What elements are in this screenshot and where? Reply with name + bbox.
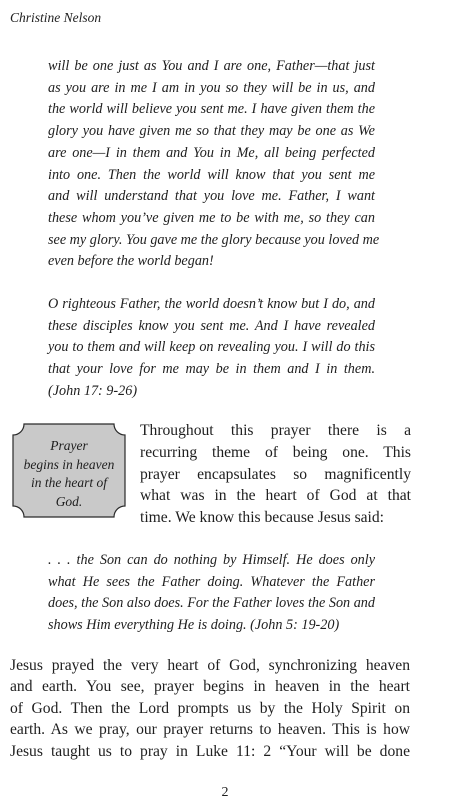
quote-line: as you are in me I am in you so they will be in us, and	[48, 79, 375, 96]
block-quote-john-5	[48, 550, 375, 637]
quote-line: will be one just as You and I are one, Father—that just	[48, 58, 375, 74]
quote-line: you to them and will keep on revealing you. I will do this	[48, 339, 375, 356]
block-quote-john-17	[48, 56, 380, 273]
quote-line: the world will believe you sent me. I have given them the	[48, 101, 375, 118]
callout-line: in the heart of	[30, 475, 108, 490]
page-number: 2	[221, 785, 229, 800]
paragraph-line: earth. As we pray, our prayer returns to heaven. This is how	[10, 721, 410, 739]
paragraph-prayer-theme	[140, 420, 411, 529]
paragraph-heart-of-god	[10, 655, 410, 762]
quote-line: see my glory. You gave me the glory because you loved me	[48, 231, 380, 248]
quote-line: shows Him everything He is doing. (John 5: 19-20)	[48, 617, 340, 634]
paragraph-line: Jesus taught us to pray in Luke 11: 2 “Your will be done	[10, 742, 410, 760]
paragraph-line: Jesus prayed the very heart of God, synchronizing heaven	[10, 657, 410, 674]
block-quote-righteous-father	[48, 294, 375, 403]
paragraph-line: and earth. You see, prayer begins in heaven in the heart	[10, 678, 410, 696]
quote-line: that your love for me may be in them and I in them.	[48, 361, 375, 378]
quote-line: these whom you’ve given me to be with me, so they can	[48, 209, 375, 226]
quote-line: these disciples know you sent me. And I have revealed	[48, 317, 375, 334]
quote-line: O righteous Father, the world doesn’t know but I do, and	[48, 296, 375, 312]
quote-line: does, the Son also does. For the Father loves the Son and	[48, 595, 375, 612]
callout-line: Prayer	[50, 438, 88, 453]
pull-quote-callout	[12, 423, 126, 518]
quote-line: . . . the Son can do nothing by Himself. He does only	[48, 552, 375, 568]
paragraph-line: recurring theme of being one. This	[140, 443, 411, 461]
callout-text	[12, 437, 126, 511]
quote-line: into one. Then the world will know that you sent me	[48, 166, 375, 183]
quote-line: are one—I in them and You in Me, all being perfected	[48, 144, 375, 161]
running-header-author: Christine Nelson	[10, 10, 102, 25]
paragraph-line: Throughout this prayer there is a	[140, 422, 411, 439]
callout-line: God.	[55, 493, 83, 509]
quote-line: and will understand that you love me. Father, I want	[48, 188, 375, 205]
paragraph-line: prayer encapsulates so magnificently	[140, 465, 411, 483]
quote-line: even before the world began!	[48, 253, 214, 270]
callout-line: begins in heaven	[23, 456, 115, 472]
paragraph-line: what was in the heart of God at that	[140, 487, 411, 505]
quote-line: glory you have given me so that they may be one as We	[48, 123, 375, 140]
quote-line: what He sees the Father doing. Whatever the Father	[48, 573, 375, 590]
quote-citation: (John 17: 9-26)	[48, 382, 138, 399]
paragraph-line: of God. Then the Lord prompts us by the Holy Spirit on	[10, 699, 410, 717]
paragraph-line: time. We know this because Jesus said:	[140, 509, 385, 527]
